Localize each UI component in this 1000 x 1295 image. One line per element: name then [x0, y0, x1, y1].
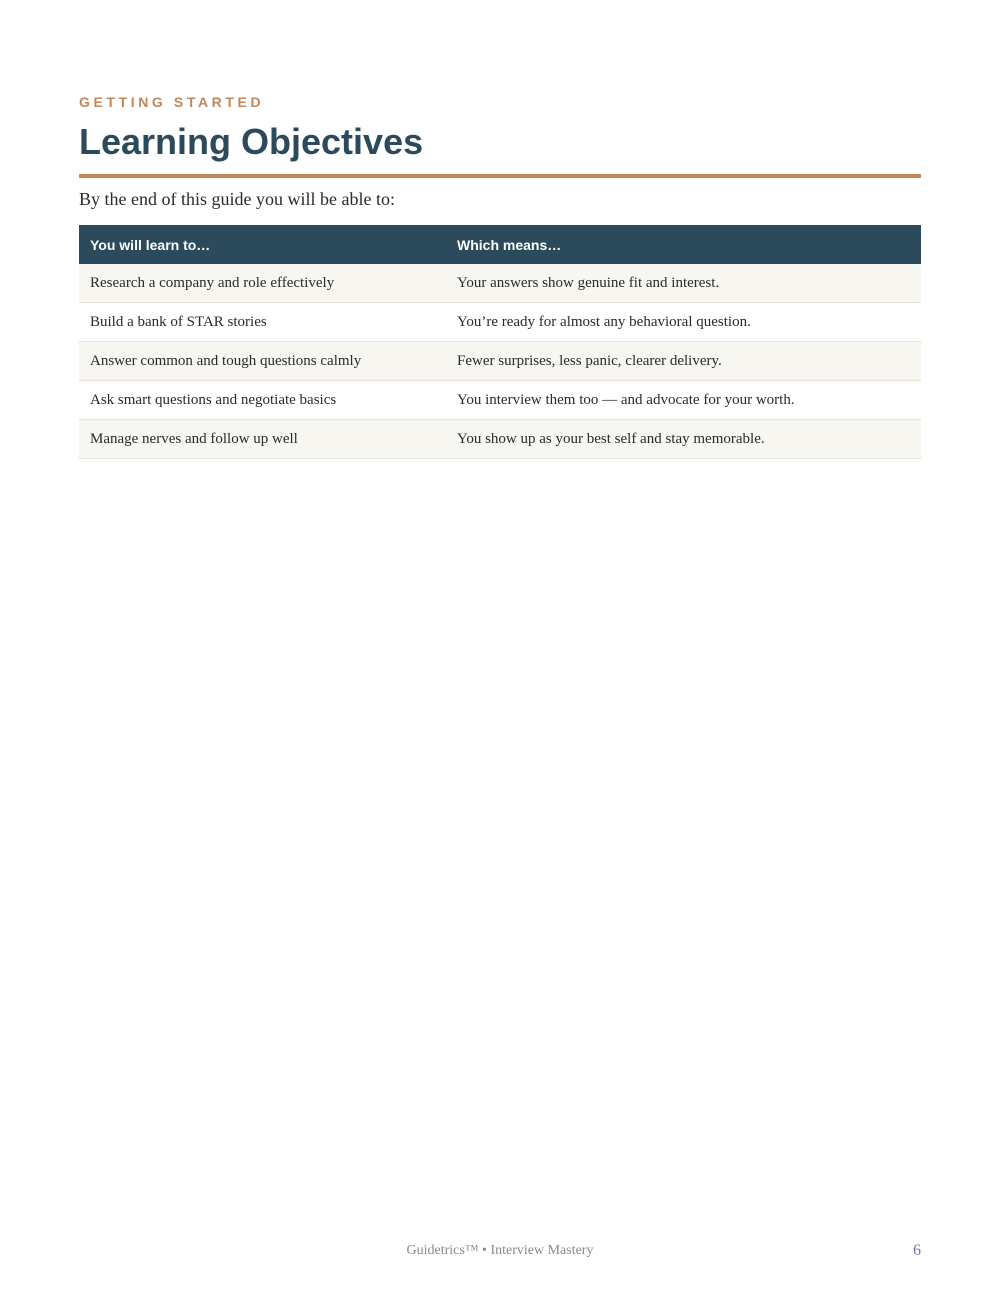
- title-divider: [79, 174, 921, 178]
- table-row: [79, 381, 921, 420]
- table-header-cell: You will learn to…: [90, 236, 211, 253]
- table-cell: Build a bank of STAR stories: [90, 313, 267, 330]
- table-cell: Answer common and tough questions calmly: [90, 352, 362, 369]
- table-header-row: [79, 225, 921, 264]
- page-number: 6: [913, 1242, 921, 1259]
- table-row: [79, 420, 921, 459]
- table-cell: Your answers show genuine fit and interest.: [457, 274, 720, 291]
- table-cell: You’re ready for almost any behavioral question.: [457, 313, 751, 330]
- table-row: [79, 264, 921, 303]
- intro-text: By the end of this guide you will be able to:: [79, 189, 395, 209]
- table-row: [79, 342, 921, 381]
- objectives-table: [79, 225, 921, 459]
- table-row: [79, 303, 921, 342]
- table-cell: Fewer surprises, less panic, clearer delivery.: [457, 352, 722, 369]
- table-cell: Ask smart questions and negotiate basics: [90, 391, 337, 408]
- table-cell: Manage nerves and follow up well: [90, 430, 298, 447]
- footer-text: Guidetrics™ • Interview Mastery: [406, 1243, 594, 1258]
- page-title: Learning Objectives: [79, 121, 424, 162]
- table-cell: You show up as your best self and stay memorable.: [457, 430, 765, 447]
- table-cell: You interview them too — and advocate for your worth.: [457, 391, 795, 408]
- section-eyebrow: GETTING STARTED: [79, 94, 265, 110]
- table-header-cell: Which means…: [457, 236, 562, 253]
- table-cell: Research a company and role effectively: [90, 274, 335, 291]
